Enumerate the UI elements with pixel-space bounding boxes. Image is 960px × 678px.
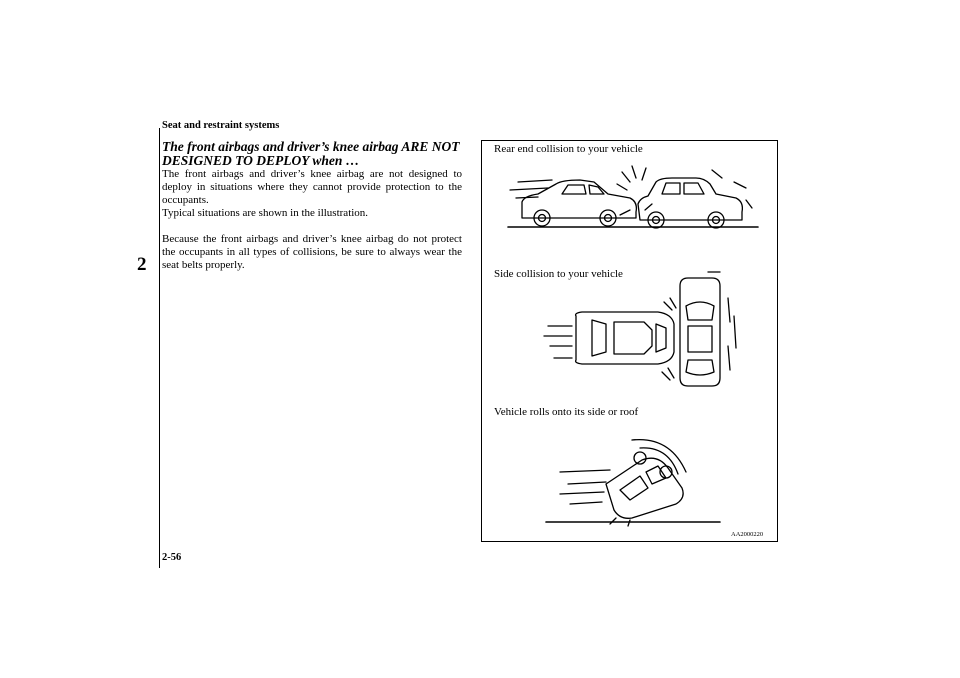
body-paragraph: Because the front airbags and driver’s knee airbag do not protect the occupants in all types of collisions, be sure to always wear the seat belts properly. xyxy=(162,233,462,271)
side-collision-illustration xyxy=(540,268,740,403)
caption-side-collision: Side collision to your vehicle xyxy=(494,268,623,280)
caption-rollover: Vehicle rolls onto its side or roof xyxy=(494,406,639,418)
main-heading: The front airbags and driver’s knee airbag ARE NOT DESIGNED TO DEPLOY when … xyxy=(162,139,460,168)
chapter-tab xyxy=(128,128,160,568)
section-header: Seat and restraint systems xyxy=(162,120,280,131)
rollover-illustration xyxy=(540,432,730,527)
body-paragraph: The front airbags and driver’s knee airbag are not designed to deploy in situations where they cannot provide protection to the occupants. xyxy=(162,168,462,206)
body-paragraph: Typical situations are shown in the illustration. xyxy=(162,207,369,219)
rear-collision-illustration xyxy=(490,160,770,235)
illustration-code: AA2000220 xyxy=(731,531,764,538)
caption-rear-collision: Rear end collision to your vehicle xyxy=(494,143,643,155)
page-number: 2-56 xyxy=(162,552,182,563)
chapter-number: 2 xyxy=(137,254,147,275)
